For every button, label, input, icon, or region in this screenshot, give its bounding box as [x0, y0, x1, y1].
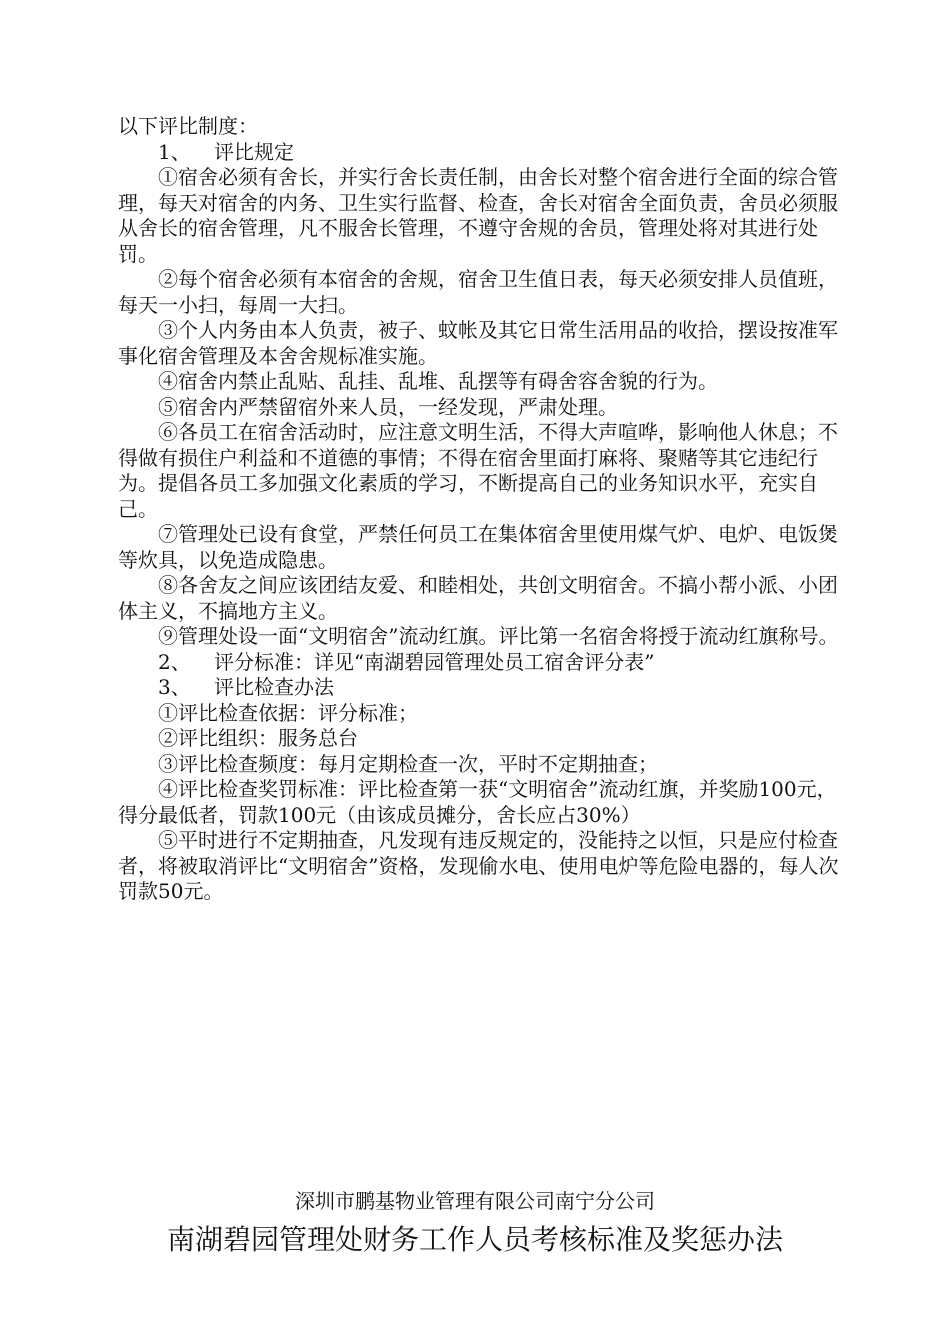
method-item: ⑤平时进行不定期抽查，凡发现有违反规定的，没能持之以恒，只是应付检查者，将被取消评比“文明宿舍”资格，发现偷水电、使用电炉等危险电器的，每人次罚款50元。	[118, 828, 839, 903]
rule-item: ④宿舍内禁止乱贴、乱挂、乱堆、乱摆等有碍舍容舍貌的行为。	[158, 369, 718, 393]
rule-item: ③个人内务由本人负责，被子、蚊帐及其它日常生活用品的收拾，摆设按准军事化宿舍管理及本舍舍规标准实施。	[118, 318, 838, 368]
rule-item: ⑧各舍友之间应该团结友爱、和睦相处，共创文明宿舍。不搞小帮小派、小团体主义，不搞地方主义。	[118, 573, 838, 623]
section-title: 评比检查办法	[214, 675, 334, 699]
section-heading-1	[118, 140, 840, 166]
section-number: 1、	[158, 139, 191, 164]
next-document-title: 南湖碧园管理处财务工作人员考核标准及奖惩办法	[166, 1223, 783, 1256]
rule-item: ②每个宿舍必须有本宿舍的舍规，宿舍卫生值日表，每天必须安排人员值班，每天一小扫，每周一大扫。	[118, 267, 838, 317]
rule-item: ⑨管理处设一面“文明宿舍”流动红旗。评比第一名宿舍将授于流动红旗称号。	[158, 624, 839, 648]
section-number: 3、	[158, 675, 191, 699]
rule-item: ⑥各员工在宿舍活动时，应注意文明生活，不得大声喧哗，影响他人休息；不得做有损住户利益和不道德的事情；不得在宿舍里面打麻将、聚赌等其它违纪行为。提倡各员工多加强文化素质的学习，不断提高自己的业务知识水平，充实自己。	[118, 420, 838, 521]
intro-text: 以下评比制度：	[118, 114, 258, 138]
company-name: 深圳市鹏基物业管理有限公司南宁分公司	[295, 1189, 655, 1213]
method-item: ①评比检查依据：评分标准；	[158, 700, 418, 725]
section-title: 评分标准：详见“南湖碧园管理处员工宿舍评分表”	[214, 649, 655, 674]
method-item: ④评比检查奖罚标准：评比检查第一获“文明宿舍”流动红旗，并奖励100元，得分最低者，罚款100元（由该成员摊分，舍长应占30%）	[118, 777, 837, 827]
document-body	[118, 114, 840, 905]
section-heading-3	[118, 675, 840, 701]
rule-item: ①宿舍必须有舍长，并实行舍长责任制，由舍长对整个宿舍进行全面的综合管理，每天对宿舍的内务、卫生实行监督、检查，舍长对宿舍全面负责，舍员必须服从舍长的宿舍管理，凡不服舍长管理，不遵守舍规的舍员，管理处将对其进行处罚。	[118, 165, 838, 266]
method-item: ③评比检查频度：每月定期检查一次，平时不定期抽查；	[158, 751, 658, 776]
rule-item: ⑤宿舍内严禁留宿外来人员，一经发现，严肃处理。	[158, 394, 618, 419]
section-number: 2、	[158, 649, 191, 674]
section-heading-2	[118, 650, 840, 676]
section-title: 评比规定	[214, 139, 294, 164]
rule-item: ⑦管理处已设有食堂，严禁任何员工在集体宿舍里使用煤气炉、电炉、电饭煲等炊具，以免造成隐患。	[118, 522, 838, 572]
method-item: ②评比组织：服务总台	[158, 726, 358, 750]
